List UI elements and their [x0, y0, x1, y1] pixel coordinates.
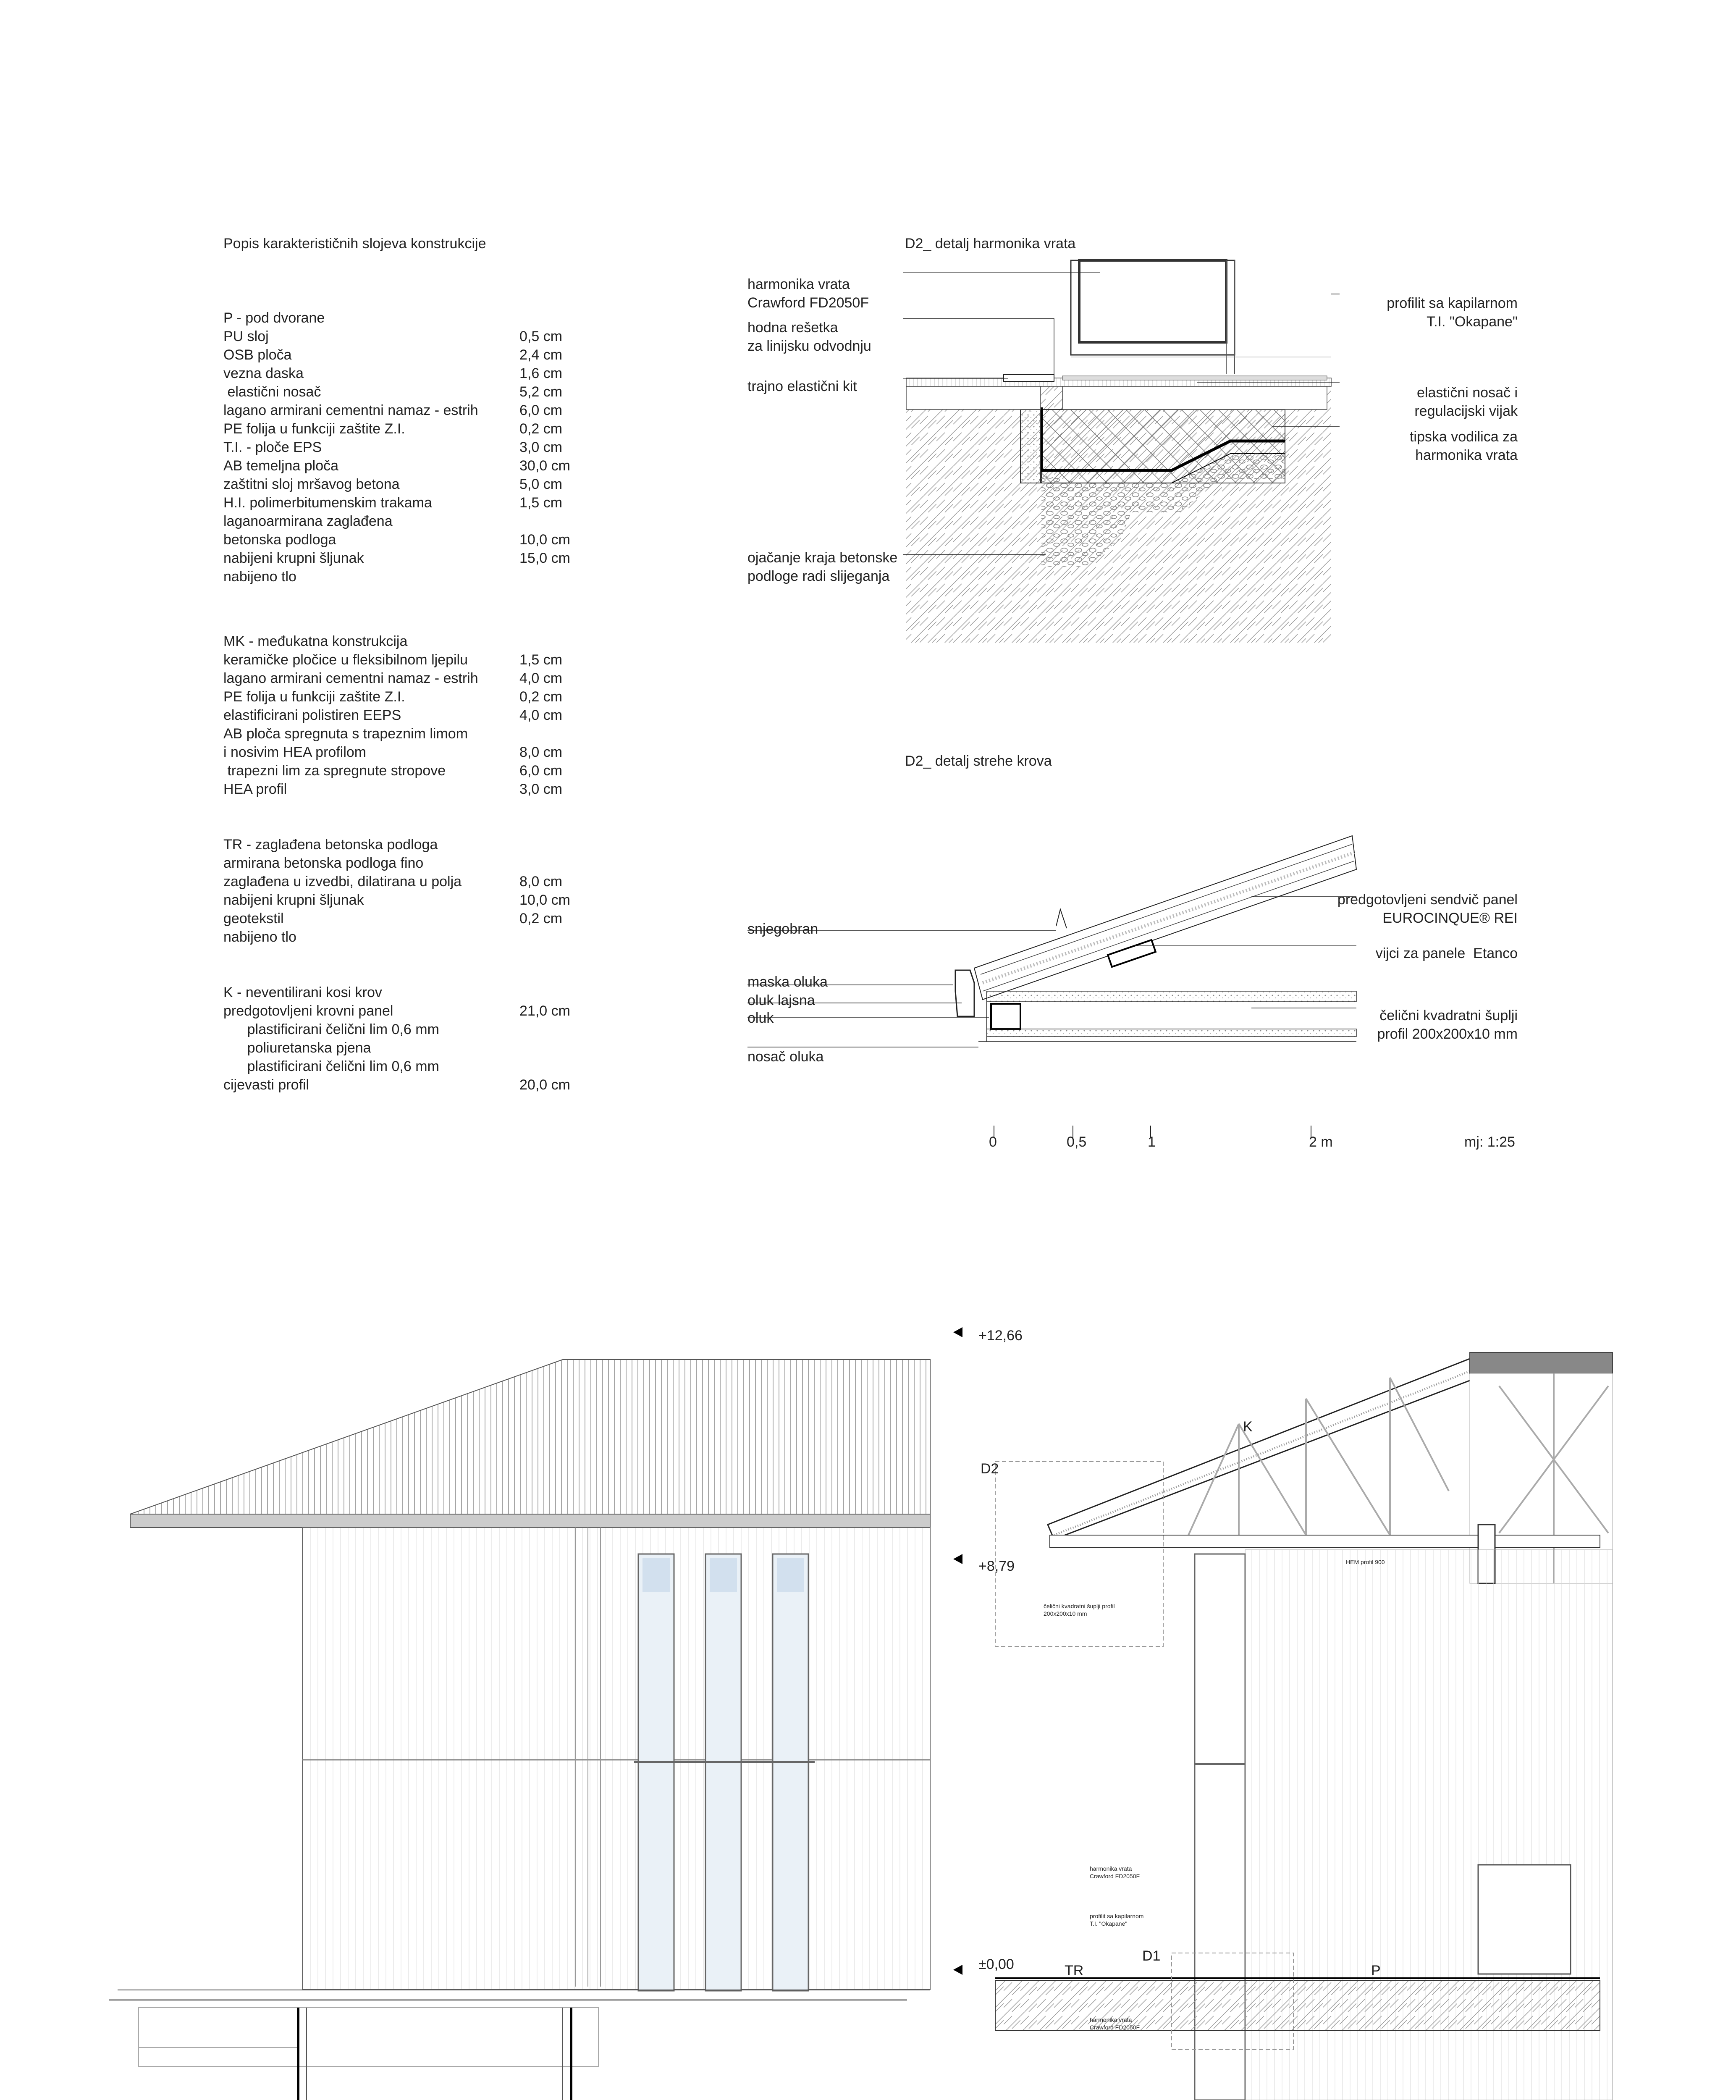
- detail1-drawing: [903, 260, 1356, 647]
- layer-row: [223, 891, 603, 909]
- layer-thickness: 10,0 cm: [519, 532, 570, 548]
- layer-name: trapezni lim za spregnute stropove: [223, 763, 446, 779]
- tag-TR: TR: [1065, 1963, 1084, 1979]
- section-note-5: harmonika vrata Crawford FD2050F: [1090, 2016, 1140, 2031]
- elevation-drawing: [118, 1352, 936, 1814]
- layer-thickness: [519, 1039, 603, 1057]
- layer-name: H.I. polimerbitumenskim trakama: [223, 495, 432, 511]
- tag-K: K: [1243, 1419, 1253, 1435]
- level-ground: ±0,00: [978, 1956, 1014, 1972]
- layer-row: [223, 854, 603, 872]
- layer-name: nabijeno tlo: [223, 569, 296, 585]
- layer-row: [223, 872, 603, 891]
- layer-row: [223, 724, 603, 743]
- layer-row: [223, 346, 603, 364]
- layer-row: [223, 651, 603, 669]
- layer-row: [223, 457, 603, 475]
- foundation-drawing: [109, 1991, 907, 2100]
- scale-top-1: 1: [1148, 1134, 1156, 1150]
- layer-name: lagano armirani cementni namaz - estrih: [223, 402, 478, 418]
- detail2-drawing: [747, 823, 1356, 1075]
- scale-ratio: mj: 1:25: [1464, 1134, 1515, 1150]
- detail2-title: D2_ detalj strehe krova: [905, 753, 1052, 769]
- layer-thickness: 8,0 cm: [519, 874, 563, 890]
- layer-name: i nosivim HEA profilom: [223, 744, 367, 760]
- detail1-label-5: profilit sa kapilarnom T.I. "Okapane": [1387, 295, 1518, 330]
- layer-group-title: P - pod dvorane: [223, 310, 325, 326]
- layer-name: elastificirani polistiren EEPS: [223, 707, 401, 723]
- detail1-label-1: harmonika vrata Crawford FD2050F: [747, 276, 869, 311]
- layers-list: [223, 309, 603, 1094]
- layer-thickness: 4,0 cm: [519, 670, 563, 686]
- layer-row: [223, 909, 603, 928]
- detail1-label-2: hodna rešetka za linijsku odvodnju: [747, 320, 871, 354]
- layer-row: [223, 1076, 603, 1094]
- layer-thickness: 6,0 cm: [519, 763, 563, 779]
- layer-thickness: 15,0 cm: [519, 550, 570, 566]
- layer-thickness: 0,2 cm: [519, 911, 563, 927]
- layer-row: [223, 743, 603, 761]
- layer-thickness: 20,0 cm: [519, 1077, 570, 1093]
- layer-name: elastični nosač: [223, 384, 321, 400]
- layer-row: [223, 761, 603, 780]
- detail2-label-snjegobran: snjegobran: [747, 921, 818, 937]
- tag-D2: D2: [981, 1461, 999, 1477]
- layer-name: PU sloj: [223, 328, 269, 344]
- scale-top-0: 0: [989, 1134, 997, 1150]
- layer-row: [223, 549, 603, 567]
- layer-thickness: [519, 512, 603, 530]
- detail2-label-vijci: vijci za panele Etanco: [1375, 945, 1518, 961]
- layer-name: laganoarmirana zaglađena: [223, 513, 393, 529]
- layer-name: plastificirani čelični lim 0,6 mm: [223, 1058, 439, 1074]
- layer-thickness: 30,0 cm: [519, 458, 570, 474]
- layer-row: [223, 1002, 603, 1020]
- layer-name: nabijeni krupni šljunak: [223, 892, 364, 908]
- scale-bar-top: [983, 1126, 1361, 1151]
- section-note-3: harmonika vrata Crawford FD2050F: [1090, 1865, 1140, 1880]
- layer-thickness: [519, 567, 603, 586]
- layer-row: [223, 401, 603, 420]
- scale-top-05: 0,5: [1067, 1134, 1087, 1150]
- layer-thickness: 5,0 cm: [519, 476, 563, 492]
- layer-row: [223, 706, 603, 724]
- layer-thickness: 3,0 cm: [519, 439, 563, 455]
- layer-row: [223, 1057, 603, 1076]
- layer-row: [223, 383, 603, 401]
- layer-name: vezna daska: [223, 365, 304, 381]
- layer-name: PE folija u funkciji zaštite Z.I.: [223, 421, 405, 437]
- section-drawing: [953, 1323, 1613, 1793]
- layer-thickness: 0,5 cm: [519, 328, 563, 344]
- layer-name: AB ploča spregnuta s trapeznim limom: [223, 726, 468, 742]
- layer-thickness: [519, 854, 603, 872]
- detail1-label-3: trajno elastični kit: [747, 378, 857, 394]
- layer-name: lagano armirani cementni namaz - estrih: [223, 670, 478, 686]
- scale-top-2m: 2 m: [1309, 1134, 1333, 1150]
- layer-thickness: [519, 1057, 603, 1076]
- layer-name: zaglađena u izvedbi, dilatirana u polja: [223, 874, 462, 890]
- layer-row: [223, 1039, 603, 1057]
- layer-thickness: 0,2 cm: [519, 421, 563, 437]
- layer-thickness: 2,4 cm: [519, 347, 563, 363]
- layer-thickness: 8,0 cm: [519, 744, 563, 760]
- layers-title: Popis karakterističnih slojeva konstrukcije: [223, 236, 486, 252]
- detail2-label-oluk: oluk: [747, 1010, 774, 1026]
- layer-row: [223, 494, 603, 512]
- layer-name: OSB ploča: [223, 347, 292, 363]
- layer-name: nabijeni krupni šljunak: [223, 550, 364, 566]
- layer-name: poliuretanska pjena: [223, 1040, 371, 1056]
- detail2-label-nosac: nosač oluka: [747, 1049, 824, 1065]
- layer-thickness: 6,0 cm: [519, 402, 563, 418]
- section-note-4: profilit sa kapilarnom T.I. "Okapane": [1090, 1913, 1144, 1927]
- layer-row: [223, 438, 603, 457]
- layer-name: HEA profil: [223, 781, 287, 797]
- layer-thickness: [519, 1020, 603, 1039]
- layer-row: [223, 780, 603, 798]
- layer-thickness: [519, 724, 603, 743]
- layer-name: armirana betonska podloga fino: [223, 855, 424, 871]
- layer-row: [223, 327, 603, 346]
- detail2-label-profil: čelični kvadratni šuplji profil 200x200x10 mm: [1377, 1008, 1518, 1042]
- layer-name: PE folija u funkciji zaštite Z.I.: [223, 689, 405, 705]
- layer-thickness: 0,2 cm: [519, 689, 563, 705]
- layer-thickness: [519, 928, 603, 946]
- layer-row: [223, 567, 603, 586]
- layer-group-title: K - neventilirani kosi krov: [223, 984, 382, 1000]
- layer-row: [223, 669, 603, 688]
- detail1-label-6: elastični nosač i regulacijski vijak: [1414, 385, 1518, 419]
- layer-row: [223, 1020, 603, 1039]
- layer-name: nabijeno tlo: [223, 929, 296, 945]
- layer-row: [223, 688, 603, 706]
- layer-name: plastificirani čelični lim 0,6 mm: [223, 1021, 439, 1037]
- layer-name: keramičke pločice u fleksibilnom ljepilu: [223, 652, 468, 668]
- detail1-label-7: tipska vodilica za harmonika vrata: [1409, 429, 1518, 463]
- layer-thickness: 1,5 cm: [519, 495, 563, 511]
- layer-row: [223, 364, 603, 383]
- layer-name: cijevasti profil: [223, 1077, 309, 1093]
- layer-group-title: MK - međukatna konstrukcija: [223, 633, 408, 649]
- level-top: +12,66: [978, 1328, 1023, 1344]
- layer-row: [223, 475, 603, 494]
- layer-thickness: 1,5 cm: [519, 652, 563, 668]
- section-note-1: čelični kvadratni šuplji profil 200x200x10 mm: [1044, 1603, 1115, 1617]
- layer-thickness: 21,0 cm: [519, 1003, 570, 1019]
- layer-name: geotekstil: [223, 911, 284, 927]
- detail2-label-maska: maska oluka: [747, 974, 828, 990]
- level-middle: +8,79: [978, 1558, 1015, 1574]
- layer-thickness: 4,0 cm: [519, 707, 563, 723]
- layer-name: T.I. - ploče EPS: [223, 439, 322, 455]
- layer-row: [223, 420, 603, 438]
- layer-name: betonska podloga: [223, 532, 336, 548]
- detail1-label-4: ojačanje kraja betonske podloge radi slijeganja: [747, 550, 898, 584]
- layer-name: zaštitni sloj mršavog betona: [223, 476, 400, 492]
- detail2-label-lajsna: oluk lajsna: [747, 992, 815, 1008]
- tag-D1: D1: [1142, 1948, 1161, 1964]
- section-note-2: HEM profil 900: [1346, 1559, 1385, 1565]
- layer-group-title: TR - zaglađena betonska podloga: [223, 837, 438, 853]
- layer-thickness: 10,0 cm: [519, 892, 570, 908]
- layer-row: [223, 530, 603, 549]
- detail2-label-panel: predgotovljeni sendvič panel EUROCINQUE® REI: [1337, 892, 1518, 926]
- layer-row: [223, 928, 603, 946]
- layer-thickness: 1,6 cm: [519, 365, 563, 381]
- layer-name: predgotovljeni krovni panel: [223, 1003, 393, 1019]
- layer-thickness: 3,0 cm: [519, 781, 563, 797]
- tag-P: P: [1371, 1963, 1381, 1979]
- detail1-title: D2_ detalj harmonika vrata: [905, 236, 1076, 252]
- layer-row: [223, 512, 603, 530]
- layer-thickness: 5,2 cm: [519, 384, 563, 400]
- layer-name: AB temeljna ploča: [223, 458, 339, 474]
